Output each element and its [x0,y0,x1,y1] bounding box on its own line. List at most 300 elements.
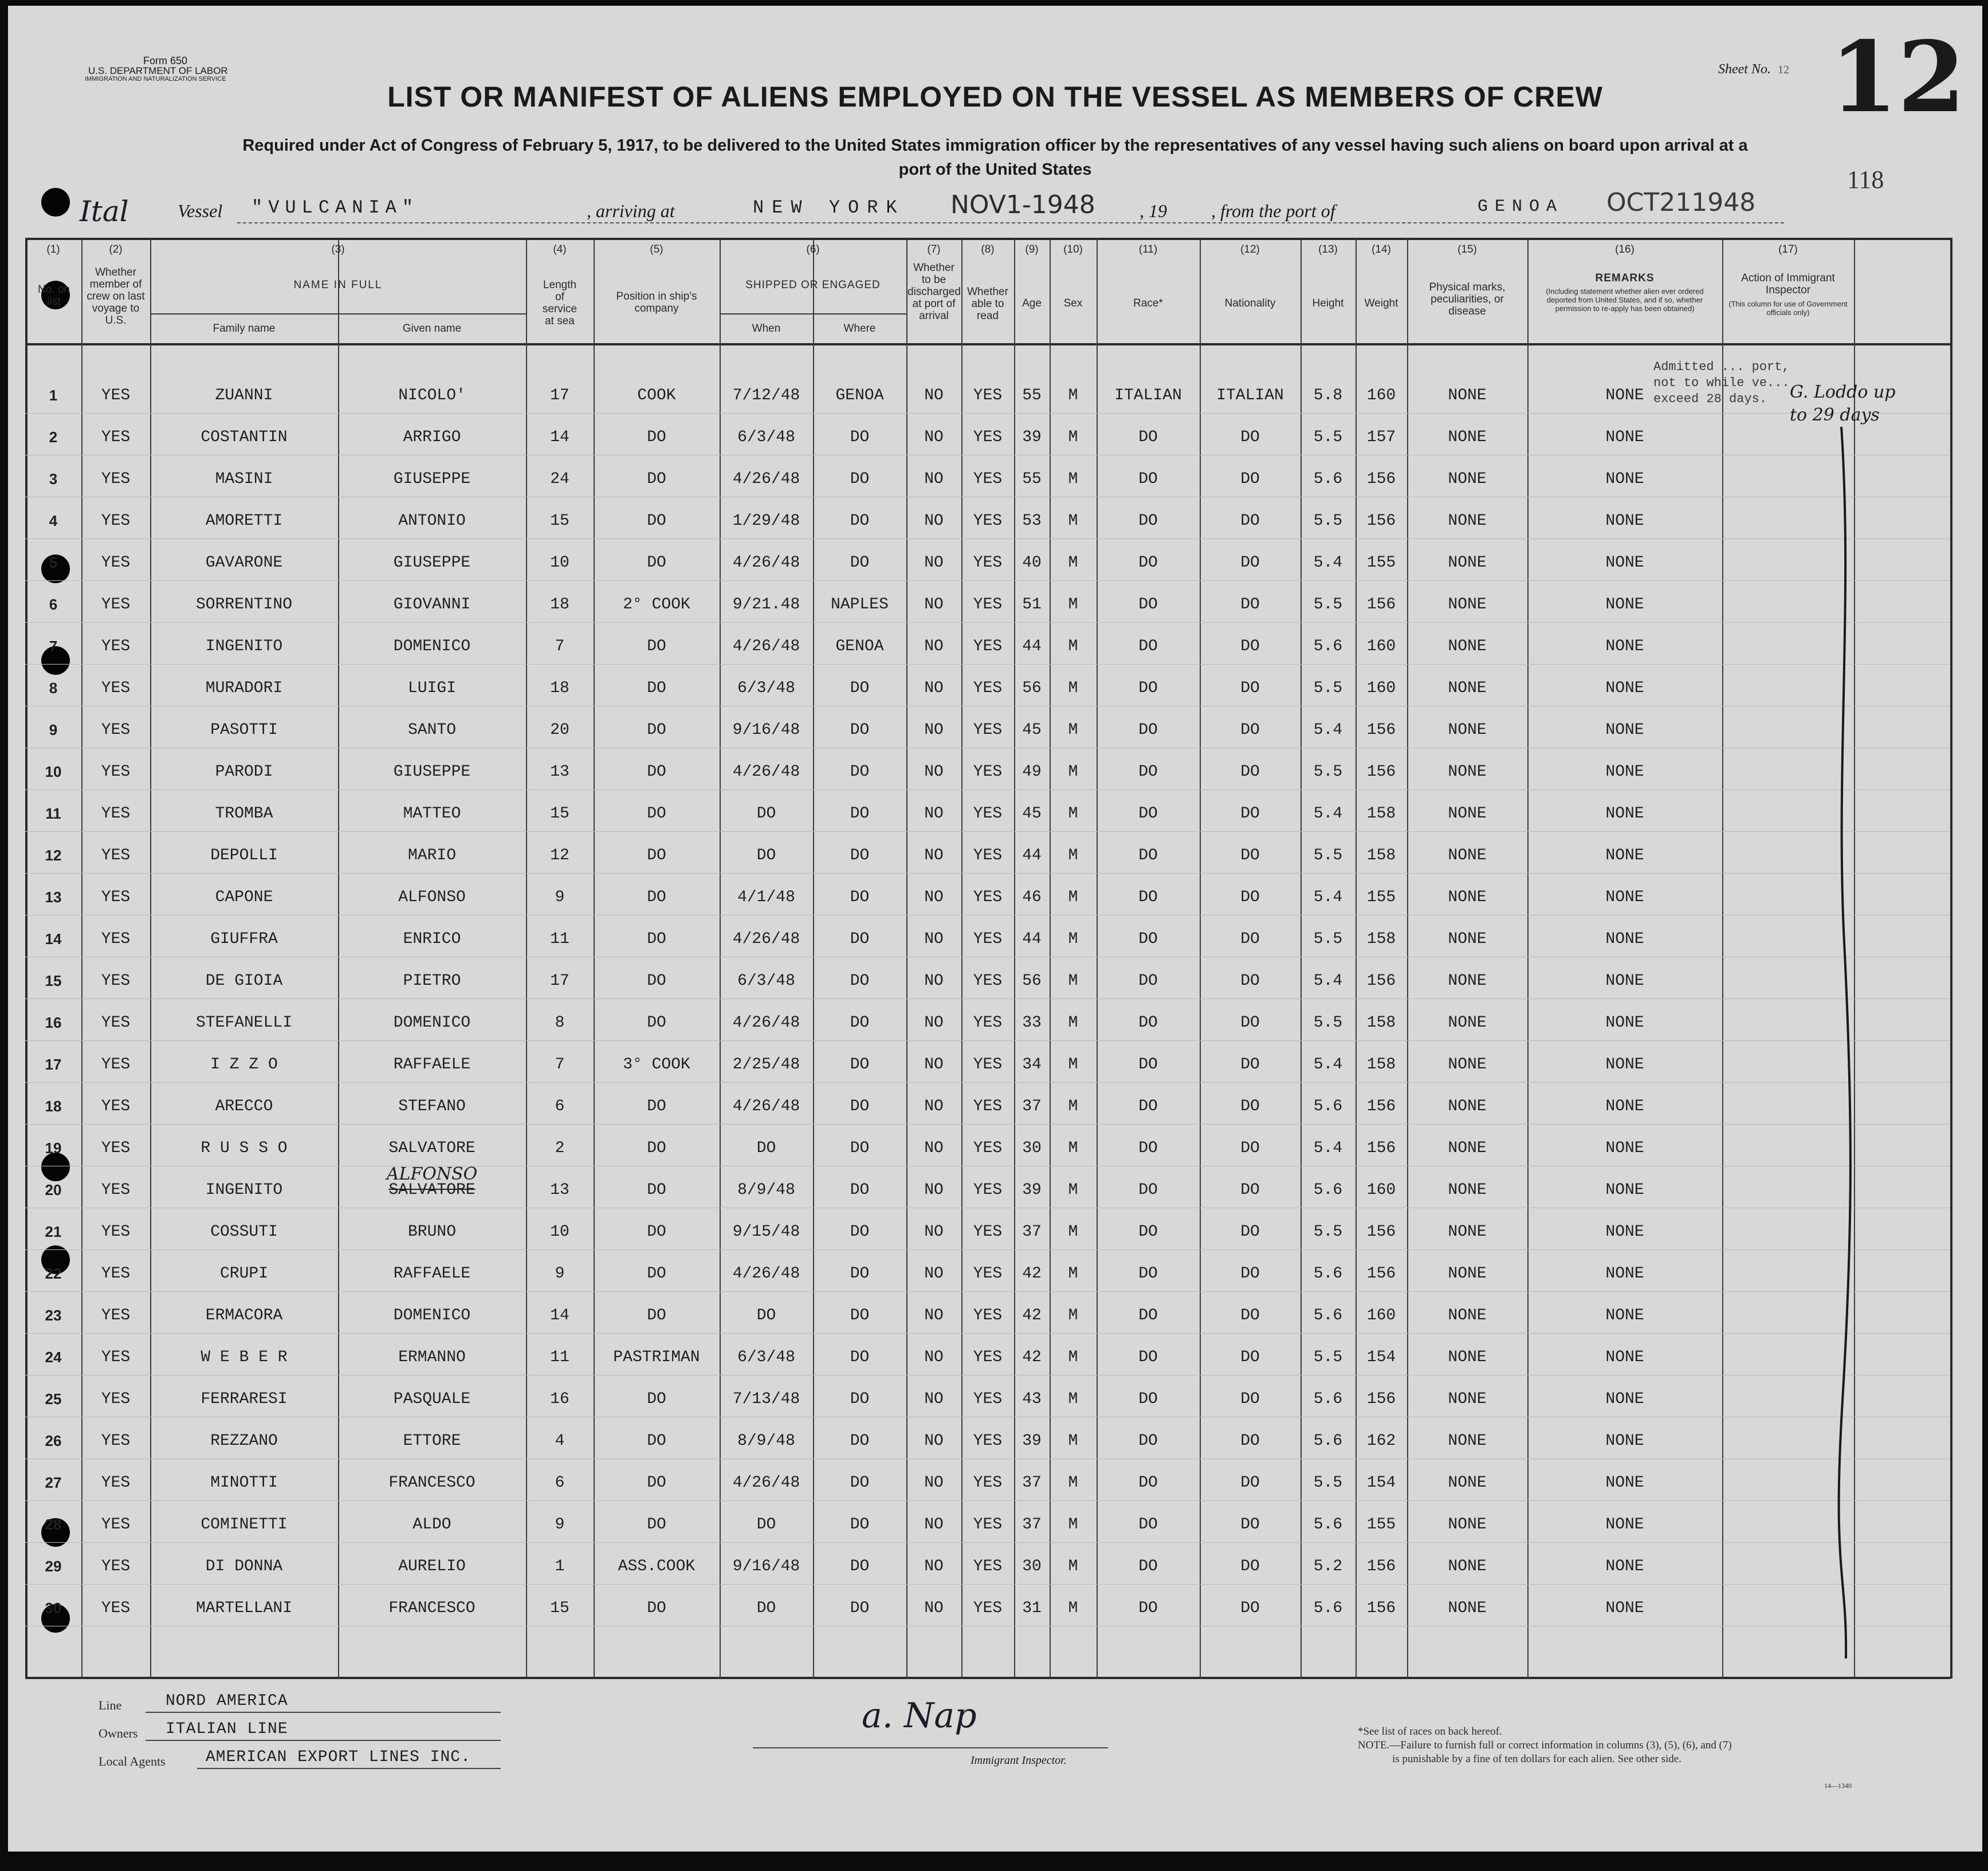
cell-age: 53 [1022,512,1042,530]
cell-service-length: 11 [550,930,569,948]
cell-remarks: NONE [1605,1558,1644,1575]
subtitle-line-2: port of the United States [898,160,1092,179]
cell-shipped-where: DO [850,1098,870,1115]
cell-weight: 156 [1366,512,1396,530]
cell-row-number: 16 [45,1014,62,1031]
cell-given-name: ETTORE [403,1432,461,1450]
department: U.S. DEPARTMENT OF LABOR [88,65,228,76]
cell-crew-last-voyage: YES [101,1139,131,1157]
cell-row-number: 9 [49,721,58,738]
cell-service-length: 2 [555,1139,565,1157]
cell-family-name: MINOTTI [210,1474,278,1492]
cell-shipped-when: 4/26/48 [732,1098,800,1115]
signature-line [753,1747,1108,1748]
cell-nationality: DO [1240,889,1260,906]
service-name: IMMIGRATION AND NATURALIZATION SERVICE [85,76,226,82]
cell-nationality: DO [1240,1349,1260,1366]
inspector-wavy-line [1830,427,1864,1658]
cell-shipped-when: 6/3/48 [737,1349,795,1366]
cell-age: 30 [1022,1558,1042,1575]
cell-sex: M [1068,1056,1078,1074]
cell-shipped-where: DO [850,1181,870,1199]
col6-header: SHIPPED OR ENGAGED [745,279,881,291]
cell-race: DO [1138,1558,1158,1575]
table-row [25,1005,1950,1046]
cell-weight: 156 [1366,1558,1396,1575]
cell-remarks: NONE [1605,1056,1644,1074]
cell-family-name: SORRENTINO [195,596,293,614]
table-row [25,838,1950,879]
table-top-border [25,238,1950,240]
cell-race: DO [1138,1474,1158,1492]
cell-nationality: DO [1240,470,1260,488]
cell-crew-last-voyage: YES [101,596,131,614]
cell-sex: M [1068,1516,1078,1534]
table-row [25,1088,1950,1130]
cell-discharged: NO [924,1265,944,1283]
cell-shipped-when: 6/3/48 [737,429,795,446]
cell-able-to-read: YES [973,1223,1003,1241]
table-row [25,545,1950,586]
cell-shipped-when: 4/26/48 [732,638,800,655]
table-row [25,587,1950,628]
cell-physical-marks: NONE [1448,1599,1487,1617]
col16-header: REMARKS [1595,272,1655,284]
cell-remarks: NONE [1605,596,1644,614]
cell-weight: 156 [1366,1223,1396,1241]
cell-service-length: 8 [555,1014,565,1032]
cell-weight: 158 [1366,847,1396,864]
cell-able-to-read: YES [973,387,1003,404]
cell-weight: 156 [1366,1139,1396,1157]
table-row [25,1256,1950,1297]
col15-header: Physical marks, peculiarities, or disease [1429,281,1506,317]
cell-age: 39 [1022,1181,1042,1199]
cell-nationality: DO [1240,512,1260,530]
cell-sex: M [1068,596,1078,614]
cell-shipped-where: DO [850,889,870,906]
cell-able-to-read: YES [973,512,1003,530]
cell-age: 37 [1022,1516,1042,1534]
sheet-no-label: Sheet No. [1718,62,1771,77]
table-row [25,670,1950,712]
cell-nationality: DO [1240,596,1260,614]
cell-age: 42 [1022,1265,1042,1283]
cell-remarks: NONE [1605,1223,1644,1241]
cell-discharged: NO [924,847,944,864]
cell-discharged: NO [924,930,944,948]
cell-able-to-read: YES [973,1558,1003,1575]
cell-given-name: GIUSEPPE [393,554,471,572]
cell-family-name: ZUANNI [215,387,273,404]
cell-height: 5.6 [1313,1265,1343,1283]
cell-family-name: TROMBA [215,805,273,823]
cell-given-name: GIUSEPPE [393,470,471,488]
cell-service-length: 13 [550,1181,569,1199]
cell-able-to-read: YES [973,1181,1003,1199]
cell-physical-marks: NONE [1448,1558,1487,1575]
cell-shipped-when: DO [756,1139,776,1157]
cell-row-number: 17 [45,1056,62,1073]
agents-underline [197,1768,501,1769]
cell-shipped-when: DO [756,1599,776,1617]
row-rule [25,1040,1950,1041]
cell-crew-last-voyage: YES [101,889,131,906]
cell-given-name: PASQUALE [393,1390,471,1408]
manifest-sheet [8,6,1982,1852]
cell-shipped-when: 6/3/48 [737,972,795,990]
col12-number: (12) [1240,243,1260,256]
cell-sex: M [1068,638,1078,655]
cell-row-number: 10 [45,763,62,780]
cell-crew-last-voyage: YES [101,763,131,781]
cell-service-length: 20 [550,721,569,739]
penalty-note-1: NOTE.—Failure to furnish full or correct information in columns (3), (5), (6), and (7) [1358,1739,1732,1751]
cell-crew-last-voyage: YES [101,1307,131,1324]
cell-crew-last-voyage: YES [101,1349,131,1366]
row-rule [25,1249,1950,1250]
cell-sex: M [1068,1390,1078,1408]
cell-age: 44 [1022,930,1042,948]
cell-position: DO [647,1599,666,1617]
cell-height: 5.6 [1313,1599,1343,1617]
cell-remarks: NONE [1605,387,1644,404]
cell-service-length: 17 [550,972,569,990]
cell-height: 5.4 [1313,805,1343,823]
cell-remarks: NONE [1605,1474,1644,1492]
col17-subheader: (This column for use of Government officials only) [1728,300,1848,317]
cell-race: DO [1138,1181,1158,1199]
cell-given-name: PIETRO [403,972,461,990]
vessel-name: "VULCANIA" [252,197,419,218]
cell-height: 5.8 [1313,387,1343,404]
cell-race: DO [1138,1223,1158,1241]
owners-value: ITALIAN LINE [166,1720,288,1738]
cell-age: 44 [1022,638,1042,655]
cell-family-name: DE GIOIA [205,972,283,990]
cell-service-length: 9 [555,1516,565,1534]
cell-row-number: 23 [45,1307,62,1324]
cell-physical-marks: NONE [1448,554,1487,572]
cell-family-name: CRUPI [219,1265,268,1283]
cell-race: DO [1138,1390,1158,1408]
cell-remarks: NONE [1605,512,1644,530]
cell-discharged: NO [924,387,944,404]
page-title: LIST OR MANIFEST OF ALIENS EMPLOYED ON THE VESSEL AS MEMBERS OF CREW [387,81,1603,113]
cell-physical-marks: NONE [1448,512,1487,530]
cell-height: 5.5 [1313,1014,1343,1032]
cell-race: ITALIAN [1114,387,1182,404]
cell-family-name: DEPOLLI [210,847,278,864]
cell-shipped-when: DO [756,805,776,823]
cell-weight: 156 [1366,1599,1396,1617]
cell-physical-marks: NONE [1448,1265,1487,1283]
cell-family-name: MASINI [215,470,273,488]
cell-shipped-when: 8/9/48 [737,1181,795,1199]
voyage-underline [237,222,1784,223]
cell-physical-marks: NONE [1448,596,1487,614]
col3-number: (3) [331,243,345,256]
cell-shipped-where: NAPLES [831,596,889,614]
cell-height: 5.5 [1313,596,1343,614]
cell-position: DO [647,554,666,572]
cell-given-name: MARIO [407,847,456,864]
cell-able-to-read: YES [973,1516,1003,1534]
cell-nationality: DO [1240,805,1260,823]
cell-race: DO [1138,638,1158,655]
cell-remarks: NONE [1605,1390,1644,1408]
col14-header: Weight [1364,297,1398,309]
cell-nationality: DO [1240,1474,1260,1492]
cell-shipped-when: 2/25/48 [732,1056,800,1074]
col2-number: (2) [109,243,123,256]
cell-family-name: W E B E R [201,1349,288,1366]
cell-sex: M [1068,1349,1078,1366]
cell-height: 5.4 [1313,1139,1343,1157]
cell-family-name: R U S S O [201,1139,288,1157]
cell-discharged: NO [924,1181,944,1199]
cell-remarks: NONE [1605,1307,1644,1324]
col10-number: (10) [1063,243,1083,256]
cell-weight: 155 [1366,889,1396,906]
cell-shipped-when: 7/13/48 [732,1390,800,1408]
header-divider [25,343,1950,345]
cell-weight: 158 [1366,805,1396,823]
cell-row-number: 4 [49,512,58,529]
row-rule [25,664,1950,665]
cell-race: DO [1138,1432,1158,1450]
cell-weight: 156 [1366,763,1396,781]
cell-service-length: 14 [550,1307,569,1324]
cell-nationality: DO [1240,638,1260,655]
cell-shipped-where: DO [850,1474,870,1492]
cell-row-number: 28 [45,1516,62,1533]
cell-physical-marks: NONE [1448,847,1487,864]
cell-weight: 155 [1366,554,1396,572]
cell-discharged: NO [924,596,944,614]
cell-shipped-where: DO [850,805,870,823]
cell-crew-last-voyage: YES [101,638,131,655]
row-rule [25,580,1950,581]
cell-shipped-when: 4/26/48 [732,470,800,488]
cell-family-name: CAPONE [215,889,273,906]
cell-race: DO [1138,1265,1158,1283]
cell-service-length: 15 [550,512,569,530]
line-underline [146,1712,501,1713]
table-row [25,461,1950,502]
cell-remarks: NONE [1605,930,1644,948]
cell-height: 5.6 [1313,1516,1343,1534]
cell-row-number: 19 [45,1139,62,1157]
cell-position: DO [647,1390,666,1408]
cell-race: DO [1138,763,1158,781]
row-rule [25,789,1950,790]
cell-row-number: 27 [45,1474,62,1491]
cell-shipped-where: DO [850,679,870,697]
cell-discharged: NO [924,1349,944,1366]
cell-weight: 158 [1366,1056,1396,1074]
cell-height: 5.6 [1313,1181,1343,1199]
cell-able-to-read: YES [973,1599,1003,1617]
cell-race: DO [1138,847,1158,864]
cell-position: COOK [637,387,676,404]
col4-header: Length of service at sea [542,279,577,327]
cell-height: 5.6 [1313,1390,1343,1408]
cell-physical-marks: NONE [1448,1056,1487,1074]
cell-able-to-read: YES [973,930,1003,948]
cell-shipped-when: 4/26/48 [732,554,800,572]
cell-sex: M [1068,721,1078,739]
cell-family-name: INGENITO [205,638,283,655]
inspector-signature: a. Nap [862,1696,977,1736]
cell-row-number: 26 [45,1432,62,1449]
cell-race: DO [1138,679,1158,697]
cell-position: DO [647,1181,666,1199]
cell-nationality: DO [1240,1599,1260,1617]
cell-row-number: 11 [45,805,61,822]
cell-nationality: DO [1240,1390,1260,1408]
cell-physical-marks: NONE [1448,1474,1487,1492]
cell-row-number: 30 [45,1599,62,1617]
cell-age: 30 [1022,1139,1042,1157]
cell-family-name: I Z Z O [210,1056,278,1074]
cell-race: DO [1138,1349,1158,1366]
cell-family-name: STEFANELLI [195,1014,293,1032]
cell-weight: 158 [1366,930,1396,948]
cell-able-to-read: YES [973,1139,1003,1157]
cell-weight: 160 [1366,387,1396,404]
cell-race: DO [1138,721,1158,739]
col17-number: (17) [1778,243,1798,256]
cell-weight: 157 [1366,429,1396,446]
row-rule [25,1291,1950,1292]
hand-mark: Ital [80,195,129,228]
cell-physical-marks: NONE [1448,1139,1487,1157]
cell-shipped-when: 9/16/48 [732,721,800,739]
cell-given-name: ENRICO [403,930,461,948]
cell-position: DO [647,1265,666,1283]
col9-number: (9) [1025,243,1039,256]
from-port: GENOA [1478,197,1564,217]
cell-shipped-where: DO [850,1223,870,1241]
cell-shipped-when: 9/15/48 [732,1223,800,1241]
cell-shipped-where: DO [850,1390,870,1408]
cell-shipped-when: 4/1/48 [737,889,795,906]
cell-height: 5.6 [1313,1098,1343,1115]
cell-remarks: NONE [1605,889,1644,906]
cell-race: DO [1138,1139,1158,1157]
table-row [25,419,1950,461]
cell-physical-marks: NONE [1448,387,1487,404]
col11-number: (11) [1138,243,1158,256]
table-row [25,628,1950,670]
cell-given-name: DOMENICO [393,1307,471,1324]
cell-nationality: DO [1240,763,1260,781]
cell-discharged: NO [924,470,944,488]
col12-header: Nationality [1224,297,1276,309]
cell-row-number: 1 [49,387,58,404]
cell-position: DO [647,1223,666,1241]
arrival-date-stamp: NOV1-1948 [950,190,1095,219]
cell-nationality: DO [1240,1139,1260,1157]
row-rule [25,622,1950,623]
cell-sex: M [1068,1599,1078,1617]
cell-service-length: 18 [550,679,569,697]
cell-height: 5.5 [1313,1349,1343,1366]
line-label: Line [99,1698,122,1712]
cell-crew-last-voyage: YES [101,1181,131,1199]
cell-given-name: ARRIGO [403,429,461,446]
cell-crew-last-voyage: YES [101,930,131,948]
cell-nationality: DO [1240,1181,1260,1199]
cell-nationality: DO [1240,1307,1260,1324]
col3-family-header: Family name [213,323,276,335]
table-row [25,1548,1950,1590]
cell-physical-marks: NONE [1448,1516,1487,1534]
cell-family-name: ERMACORA [205,1307,283,1324]
cell-service-length: 13 [550,763,569,781]
cell-service-length: 15 [550,805,569,823]
cell-family-name: INGENITO [205,1181,283,1199]
cell-nationality: DO [1240,847,1260,864]
cell-discharged: NO [924,1139,944,1157]
cell-position: DO [647,889,666,906]
cell-age: 56 [1022,972,1042,990]
cell-shipped-where: DO [850,429,870,446]
cell-weight: 156 [1366,721,1396,739]
col10-header: Sex [1063,297,1083,309]
agents-label: Local Agents [99,1754,166,1768]
cell-given-name: MATTEO [403,805,461,823]
cell-weight: 155 [1366,1516,1396,1534]
cell-given-name: DOMENICO [393,638,471,655]
cell-crew-last-voyage: YES [101,1056,131,1074]
cell-crew-last-voyage: YES [101,554,131,572]
cell-race: DO [1138,1599,1158,1617]
col16-number: (16) [1615,243,1635,256]
cell-service-length: 24 [550,470,569,488]
cell-sex: M [1068,930,1078,948]
cell-age: 33 [1022,1014,1042,1032]
cell-discharged: NO [924,889,944,906]
cell-age: 37 [1022,1098,1042,1115]
from-label: , from the port of [1211,201,1335,221]
cell-discharged: NO [924,1474,944,1492]
cell-physical-marks: NONE [1448,1432,1487,1450]
cell-family-name: COSTANTIN [201,429,288,446]
print-code: 14—1340 [1824,1782,1852,1790]
cell-weight: 156 [1366,1265,1396,1283]
cell-service-length: 6 [555,1098,565,1115]
col5-header: Position in ship's company [616,290,697,315]
cell-row-number: 8 [49,679,58,697]
cell-weight: 156 [1366,596,1396,614]
cell-shipped-when: DO [756,847,776,864]
cell-discharged: NO [924,1307,944,1324]
cell-height: 5.6 [1313,470,1343,488]
cell-shipped-where: DO [850,972,870,990]
cell-given-name: DOMENICO [393,1014,471,1032]
cell-height: 5.5 [1313,512,1343,530]
cell-given-name: FRANCESCO [388,1599,476,1617]
cell-given-name: SALVATORE [388,1139,476,1157]
cell-race: DO [1138,1056,1158,1074]
cell-physical-marks: NONE [1448,805,1487,823]
cell-discharged: NO [924,1014,944,1032]
subtitle-line-1: Required under Act of Congress of February 5, 1917, to be delivered to the United States immigration officer by the representatives of any vessel having such aliens on board upon arrival at a [242,136,1748,155]
table-row [25,1130,1950,1172]
cell-remarks: NONE [1605,1265,1644,1283]
